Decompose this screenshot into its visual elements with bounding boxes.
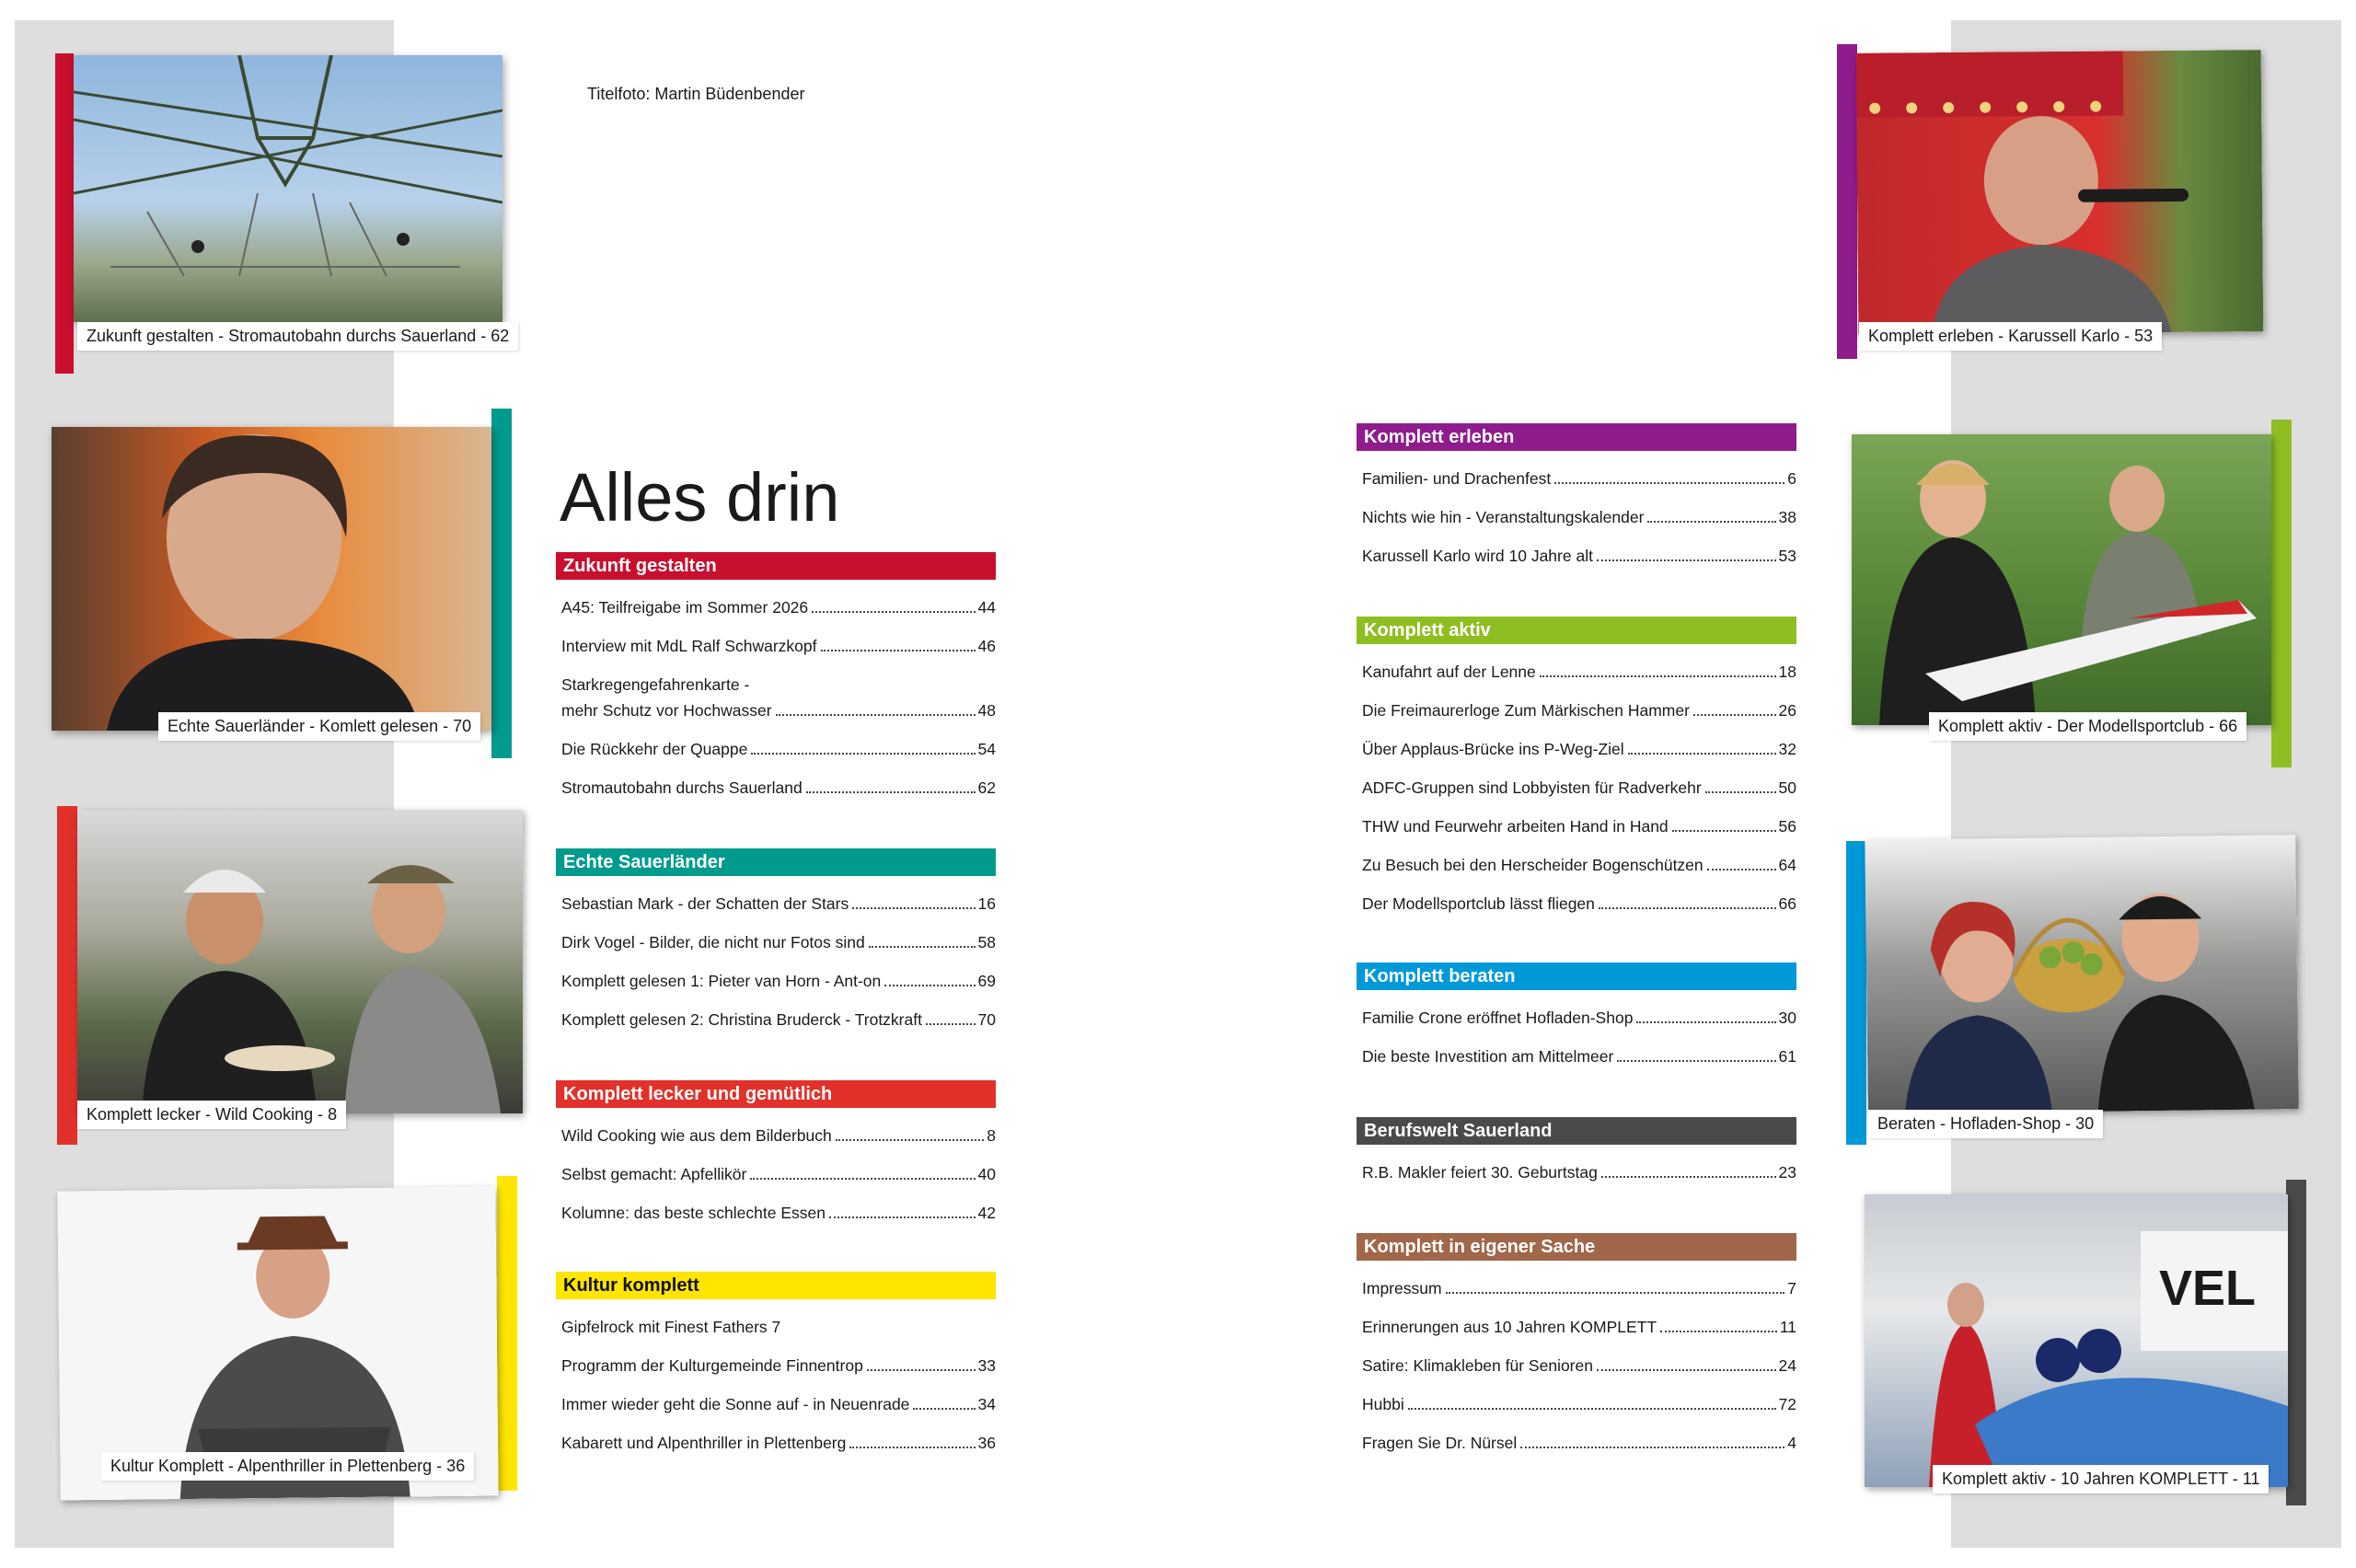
toc-item[interactable]: ADFC-Gruppen sind Lobbyisten für Radverkehr 50 <box>1362 778 1796 797</box>
section-heading: Komplett lecker und gemütlich <box>556 1080 996 1108</box>
photo-wild-cooking <box>77 810 523 1113</box>
section-heading: Zukunft gestalten <box>556 552 996 580</box>
section-eigene-sache <box>1357 1233 1796 1452</box>
toc-item[interactable]: Kolumne: das beste schlechte Essen 42 <box>561 1204 996 1222</box>
section-komplett-aktiv <box>1357 617 1796 913</box>
toc-item[interactable]: Die Freimaurerloge Zum Märkischen Hammer 26 <box>1362 701 1796 720</box>
toc-item[interactable]: Starkregengefahrenkarte - mehr Schutz vor Hochwasser 48 <box>561 675 996 720</box>
toc-item[interactable]: Stromautobahn durchs Sauerland 62 <box>561 778 996 797</box>
section-heading: Berufswelt Sauerland <box>1357 1117 1796 1145</box>
caption-kultur: Kultur Komplett - Alpenthriller in Plettenberg - 36 <box>101 1452 474 1481</box>
accent-bar-purple <box>1837 44 1857 359</box>
accent-bar-yellow <box>497 1176 517 1491</box>
toc-item[interactable]: Kanufahrt auf der Lenne 18 <box>1362 663 1796 681</box>
photo-stromautobahn <box>74 55 502 322</box>
caption-frau: Echte Sauerländer - Komlett gelesen - 70 <box>158 712 480 741</box>
photo-credit: Titelfoto: Martin Büdenbender <box>587 85 805 103</box>
section-heading: Komplett beraten <box>1357 963 1796 990</box>
accent-bar-orange-red <box>57 806 77 1145</box>
toc-item[interactable]: Die Rückkehr der Quappe 54 <box>561 740 996 758</box>
toc-item[interactable]: Immer wieder geht die Sonne auf - in Neuenrade 34 <box>561 1395 996 1413</box>
section-berufswelt <box>1357 1117 1796 1182</box>
toc-item[interactable]: Sebastian Mark - der Schatten der Stars 16 <box>561 894 996 913</box>
accent-bar-red <box>55 53 74 374</box>
section-zukunft-gestalten <box>556 552 996 797</box>
section-heading: Komplett aktiv <box>1357 617 1796 644</box>
toc-item[interactable]: Die beste Investition am Mittelmeer 61 <box>1362 1047 1796 1066</box>
toc-item[interactable]: Komplett gelesen 2: Christina Bruderck - Trotzkraft 70 <box>561 1010 996 1029</box>
toc-item[interactable]: Familien- und Drachenfest 6 <box>1362 469 1796 488</box>
section-kultur-komplett <box>556 1272 996 1452</box>
photo-modellsport <box>1852 434 2271 725</box>
toc-item[interactable]: Der Modellsportclub lässt fliegen 66 <box>1362 894 1796 913</box>
caption-modellsport: Komplett aktiv - Der Modellsportclub - 66 <box>1929 712 2246 741</box>
toc-item[interactable]: R.B. Makler feiert 30. Geburtstag 23 <box>1362 1163 1796 1182</box>
svg-text:VEL: VEL <box>2159 1261 2257 1316</box>
photo-karlo <box>1856 50 2264 335</box>
toc-item[interactable]: Nichts wie hin - Veranstaltungskalender 38 <box>1362 508 1796 526</box>
section-heading: Komplett erleben <box>1357 423 1796 451</box>
toc-item[interactable]: Wild Cooking wie aus dem Bilderbuch 8 <box>561 1126 996 1145</box>
toc-item[interactable]: THW und Feurwehr arbeiten Hand in Hand 56 <box>1362 817 1796 836</box>
photo-frau <box>52 427 491 731</box>
page-title: Alles drin <box>560 459 840 536</box>
toc-item[interactable]: Familie Crone eröffnet Hofladen-Shop 30 <box>1362 1009 1796 1027</box>
caption-hofladen: Beraten - Hofladen-Shop - 30 <box>1868 1110 2103 1138</box>
caption-bob: Komplett aktiv - 10 Jahren KOMPLETT - 11 <box>1933 1465 2269 1493</box>
section-komplett-beraten <box>1357 963 1796 1066</box>
toc-item[interactable]: Fragen Sie Dr. Nürsel 4 <box>1362 1434 1796 1452</box>
toc-item[interactable]: A45: Teilfreigabe im Sommer 2026 44 <box>561 598 996 617</box>
toc-item[interactable]: Impressum 7 <box>1362 1279 1796 1297</box>
section-komplett-lecker <box>556 1080 996 1222</box>
section-heading: Kultur komplett <box>556 1272 996 1299</box>
toc-item[interactable]: Dirk Vogel - Bilder, die nicht nur Fotos sind 58 <box>561 933 996 951</box>
accent-bar-dark <box>2286 1180 2306 1505</box>
toc-item[interactable]: Kabarett und Alpenthriller in Plettenberg 36 <box>561 1434 996 1452</box>
toc-item[interactable]: Über Applaus-Brücke ins P-Weg-Ziel 32 <box>1362 740 1796 758</box>
accent-bar-green <box>2271 420 2292 767</box>
accent-bar-blue <box>1846 841 1866 1145</box>
toc-item[interactable]: Zu Besuch bei den Herscheider Bogenschützen 64 <box>1362 856 1796 874</box>
toc-item[interactable]: Karussell Karlo wird 10 Jahre alt 53 <box>1362 547 1796 565</box>
caption-karlo: Komplett erleben - Karussell Karlo - 53 <box>1859 322 2162 351</box>
section-komplett-erleben <box>1357 423 1796 565</box>
caption-wild-cooking: Komplett lecker - Wild Cooking - 8 <box>77 1101 346 1129</box>
caption-stromautobahn: Zukunft gestalten - Stromautobahn durchs Sauerland - 62 <box>77 322 518 351</box>
toc-item[interactable]: Interview mit MdL Ralf Schwarzkopf 46 <box>561 637 996 655</box>
toc-item[interactable]: Gipfelrock mit Finest Fathers 7 <box>561 1318 781 1336</box>
photo-bob <box>1865 1194 2288 1487</box>
accent-bar-teal <box>491 409 512 758</box>
photo-hofladen <box>1865 835 2299 1114</box>
toc-item[interactable]: Erinnerungen aus 10 Jahren KOMPLETT 11 <box>1362 1318 1796 1336</box>
toc-item[interactable]: Satire: Klimakleben für Senioren 24 <box>1362 1356 1796 1375</box>
toc-item[interactable]: Programm der Kulturgemeinde Finnentrop 33 <box>561 1356 996 1375</box>
toc-item[interactable]: Hubbi 72 <box>1362 1395 1796 1413</box>
toc-item[interactable]: Selbst gemacht: Apfellikör 40 <box>561 1165 996 1183</box>
section-echte-sauerlaender <box>556 848 996 1029</box>
section-heading: Komplett in eigener Sache <box>1357 1233 1796 1261</box>
toc-item[interactable]: Komplett gelesen 1: Pieter van Horn - Ant-on 69 <box>561 972 996 990</box>
section-heading: Echte Sauerländer <box>556 848 996 876</box>
